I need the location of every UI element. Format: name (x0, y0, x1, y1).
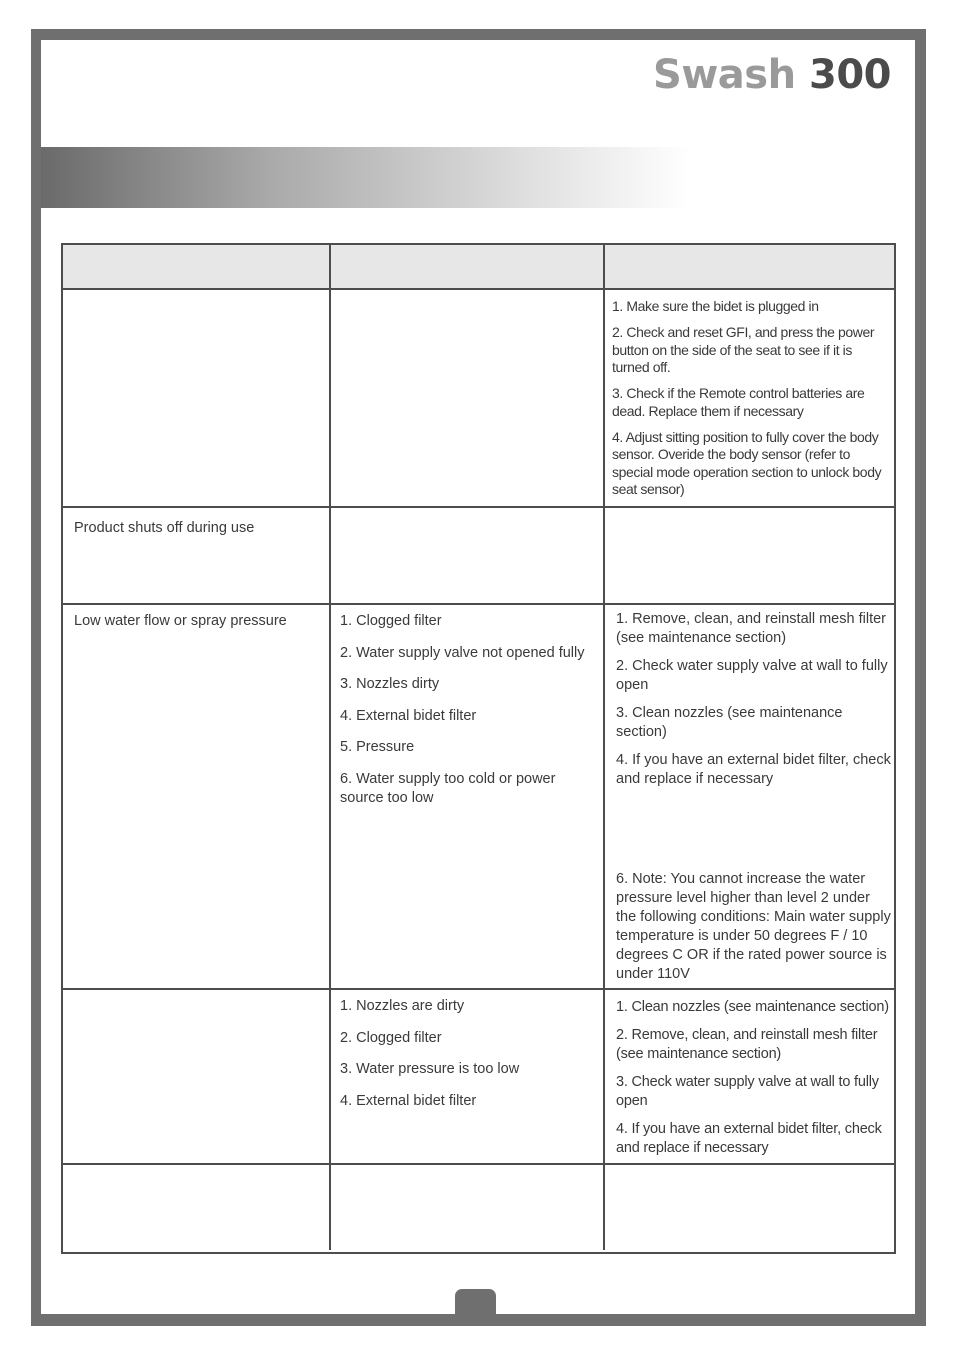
solution-item: 1. Clean nozzles (see maintenance section) (616, 999, 889, 1015)
table-row-3-note (616, 870, 894, 996)
table-row-2-problem (74, 519, 324, 550)
table-row-4-solutions (616, 998, 894, 1167)
problem-label: Product shuts off during use (74, 520, 255, 536)
solution-item: 2. Remove, clean, and reinstall mesh filter (see maintenance section) (616, 1027, 878, 1062)
cause-item: 4. External bidet filter (340, 707, 477, 724)
cause-item: 6. Water supply too cold or power source too low (340, 770, 556, 806)
row-divider (63, 603, 894, 605)
table-header-row (63, 245, 894, 290)
cause-item: 2. Water supply valve not opened fully (340, 644, 585, 661)
table-row-1-solutions (612, 298, 892, 507)
problem-label: Low water flow or spray pressure (74, 613, 287, 629)
cause-item: 4. External bidet filter (340, 1092, 477, 1109)
cause-item: 5. Pressure (340, 739, 415, 755)
solution-item: 3. Check water supply valve at wall to fully open (616, 1074, 879, 1109)
solution-item: 2. Check water supply valve at wall to fully open (616, 658, 888, 693)
solution-item: 4. If you have an external bidet filter, check and replace if necessary (616, 752, 891, 787)
cause-item: 3. Nozzles dirty (340, 676, 440, 692)
column-divider (603, 245, 605, 1250)
table-row-3-problem (74, 612, 324, 643)
solution-note: 6. Note: You cannot increase the water pressure level higher than level 2 under the following conditions: Main water supply temperature is under 50 degrees F / 10 degrees C OR if the rated power source is under 110V (616, 871, 891, 982)
solution-item: 1. Make sure the bidet is plugged in (612, 298, 819, 314)
troubleshooting-table (61, 243, 896, 1254)
solution-item: 1. Remove, clean, and reinstall mesh filter (see maintenance section) (616, 611, 886, 646)
cause-item: 3. Water pressure is too low (340, 1061, 520, 1077)
solution-item: 2. Check and reset GFI, and press the power button on the side of the seat to see if it is turned off. (612, 324, 875, 375)
cause-item: 2. Clogged filter (340, 1029, 442, 1046)
table-row-4-causes (340, 997, 598, 1123)
brand-logo (653, 52, 891, 98)
column-divider (329, 245, 331, 1250)
page-number-tab (455, 1289, 496, 1315)
section-banner (41, 147, 691, 208)
solution-item: 3. Check if the Remote control batteries are dead. Replace them if necessary (612, 385, 865, 419)
table-row-3-causes (340, 612, 598, 820)
solution-item: 4. If you have an external bidet filter, check and replace if necessary (616, 1121, 882, 1156)
cause-item: 1. Nozzles are dirty (340, 998, 465, 1014)
brand-model: 300 (809, 52, 891, 98)
brand-name: Swash (653, 52, 796, 98)
solution-item: 3. Clean nozzles (see maintenance section) (616, 705, 843, 740)
table-row-3-solutions (616, 610, 894, 798)
solution-item: 4. Adjust sitting position to fully cover the body sensor. Overide the body sensor (refer to special mode operation section to unlock body seat sensor) (612, 428, 882, 497)
cause-item: 1. Clogged filter (340, 613, 442, 629)
